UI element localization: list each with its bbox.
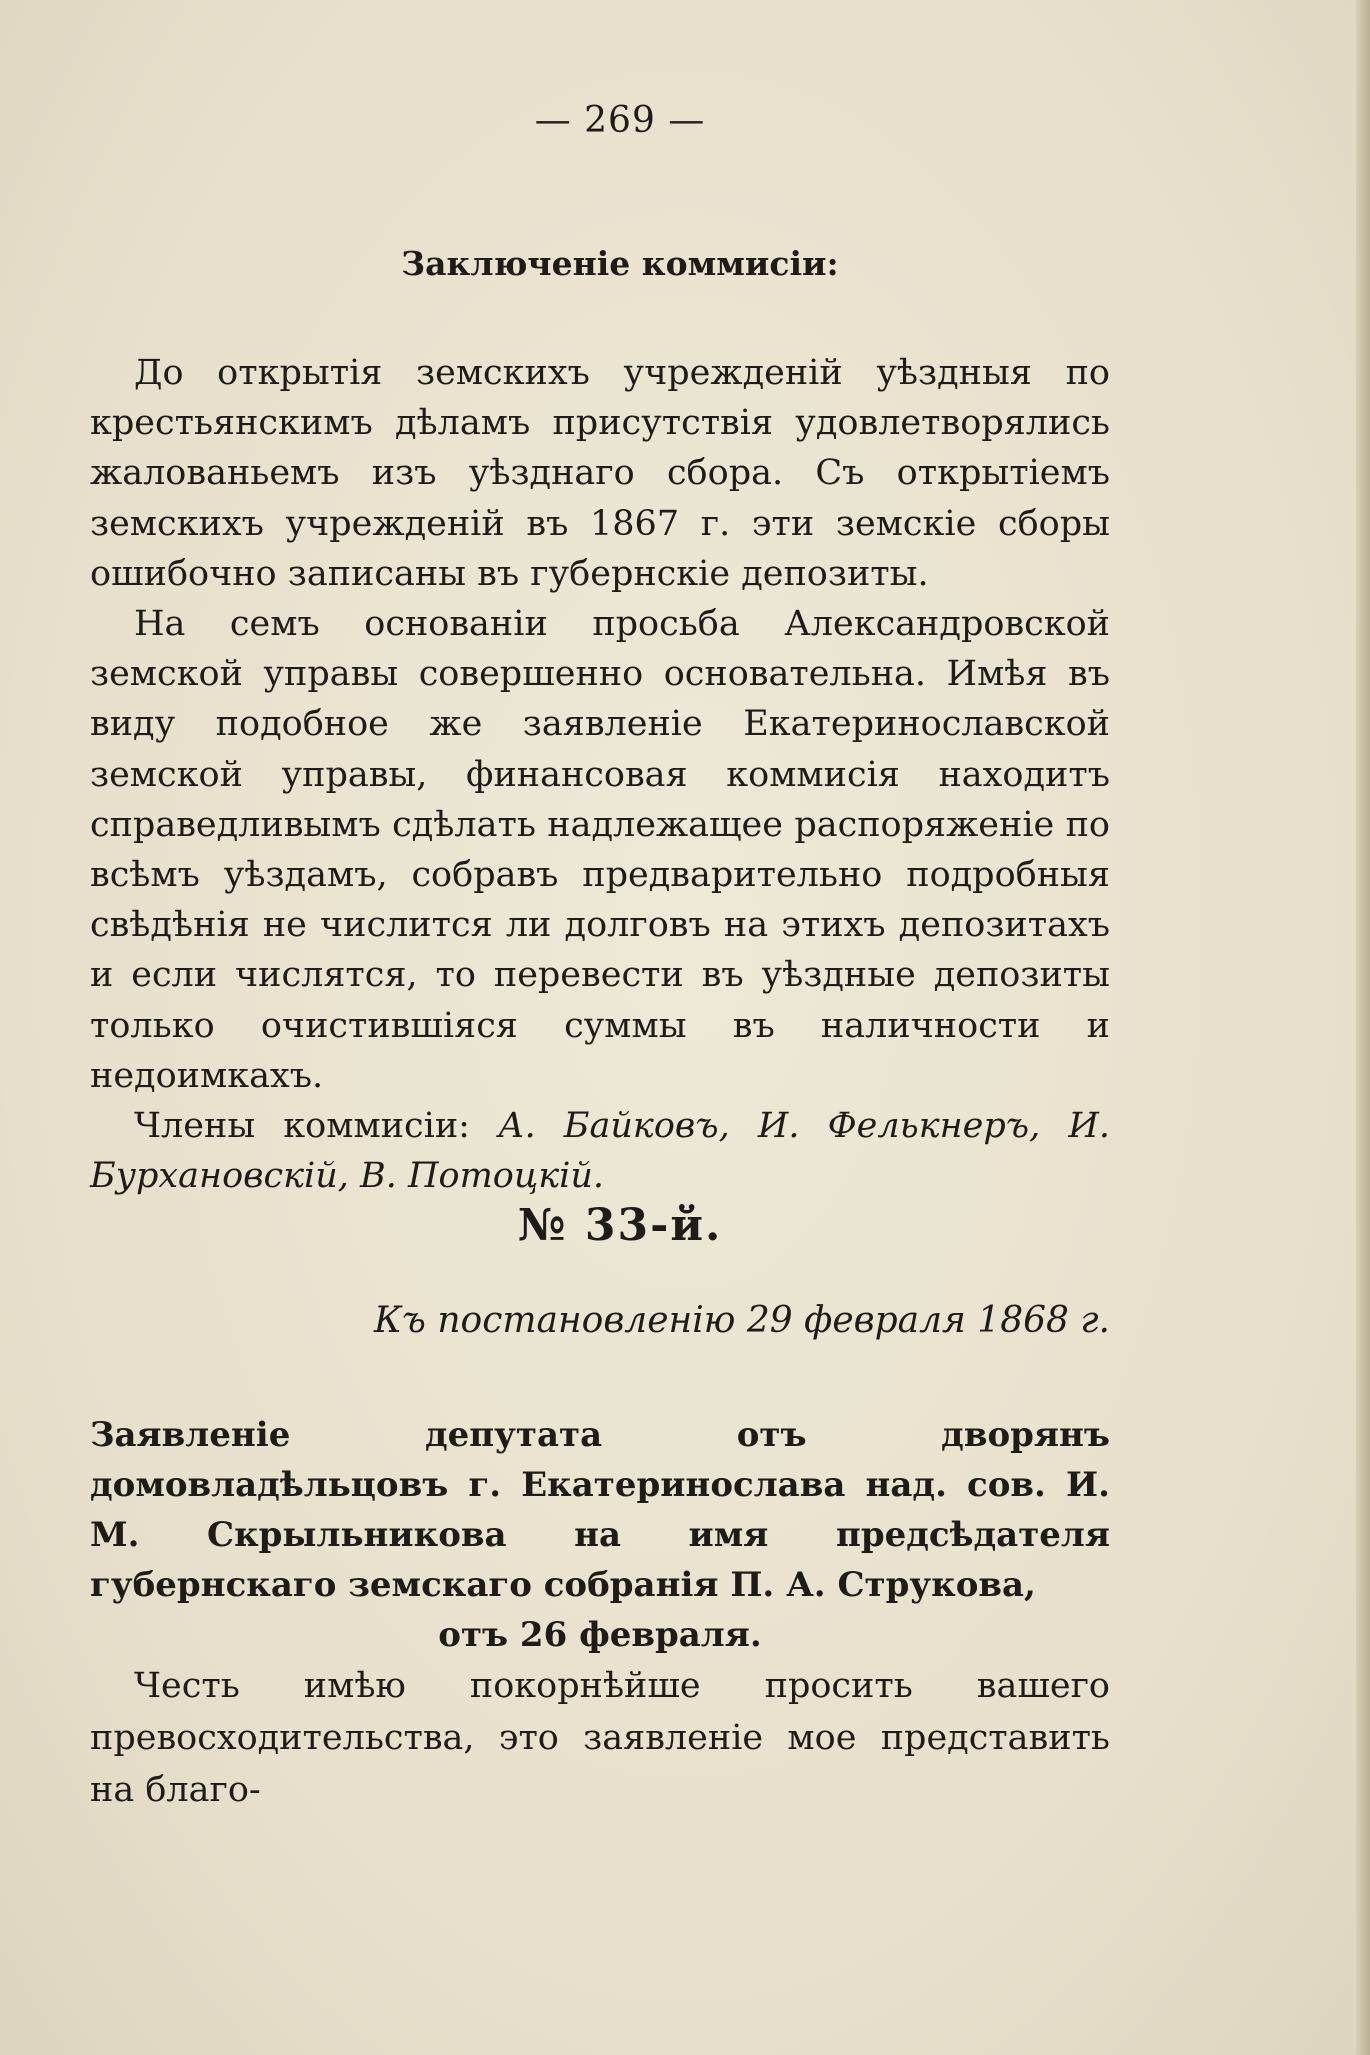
closing-paragraph: Честь имѣю покорнѣйше просить вашего превосходительства, это заявленіе мое представить на благо- bbox=[90, 1666, 1110, 1810]
statement-title-date: отъ 26 февраля. bbox=[438, 1615, 762, 1655]
conclusion-text bbox=[90, 348, 1110, 1201]
document-number: № 33-й. bbox=[517, 1200, 723, 1251]
resolution-reference: Къ постановленію 29 февраля 1868 г. bbox=[374, 1300, 1110, 1341]
members-label: Члены коммисіи: bbox=[134, 1106, 470, 1147]
paragraph-2: На семъ основаніи просьба Александровской земской управы совершенно основательна. Имѣя въ виду подобное же заявленіе Екатеринославской земской управы, финансовая коммисія находитъ справедливымъ сдѣлать надлежащее распоряженіе по всѣмъ уѣздамъ, собравъ предварительно подробныя свѣдѣнія не числится ли долговъ на этихъ депозитахъ и если числятся, то перевести въ уѣздные депозиты только очистившіяся суммы въ наличности и недоимкахъ. bbox=[90, 604, 1110, 1096]
page-number: — 269 — bbox=[534, 100, 706, 141]
commission-conclusion-heading: Заключеніе коммисіи: bbox=[401, 244, 839, 283]
paragraph-1: До открытія земскихъ учрежденій уѣздныя по крестьянскимъ дѣламъ присутствія удовлетворялись жалованьемъ изъ уѣзднаго сбора. Съ открытіемъ земскихъ учрежденій въ 1867 г. эти земскіе сборы ошибочно записаны въ губернскіе депозиты. bbox=[90, 353, 1110, 594]
closing-text bbox=[90, 1660, 1110, 1816]
statement-title-main: Заявленіе депутата отъ дворянъ домовладѣльцовъ г. Екатеринослава над. сов. И. М. Скрыльникова на имя предсѣдателя губернскаго земскаго собранія П. А. Струкова, bbox=[90, 1415, 1110, 1605]
statement-title bbox=[90, 1410, 1110, 1660]
page-edge bbox=[1356, 0, 1370, 2055]
members-names: А. Байковъ, И. Фелькнеръ, И. Бурхановскій, В. Потоцкій. bbox=[90, 1106, 1110, 1197]
commission-members bbox=[90, 1101, 1110, 1201]
